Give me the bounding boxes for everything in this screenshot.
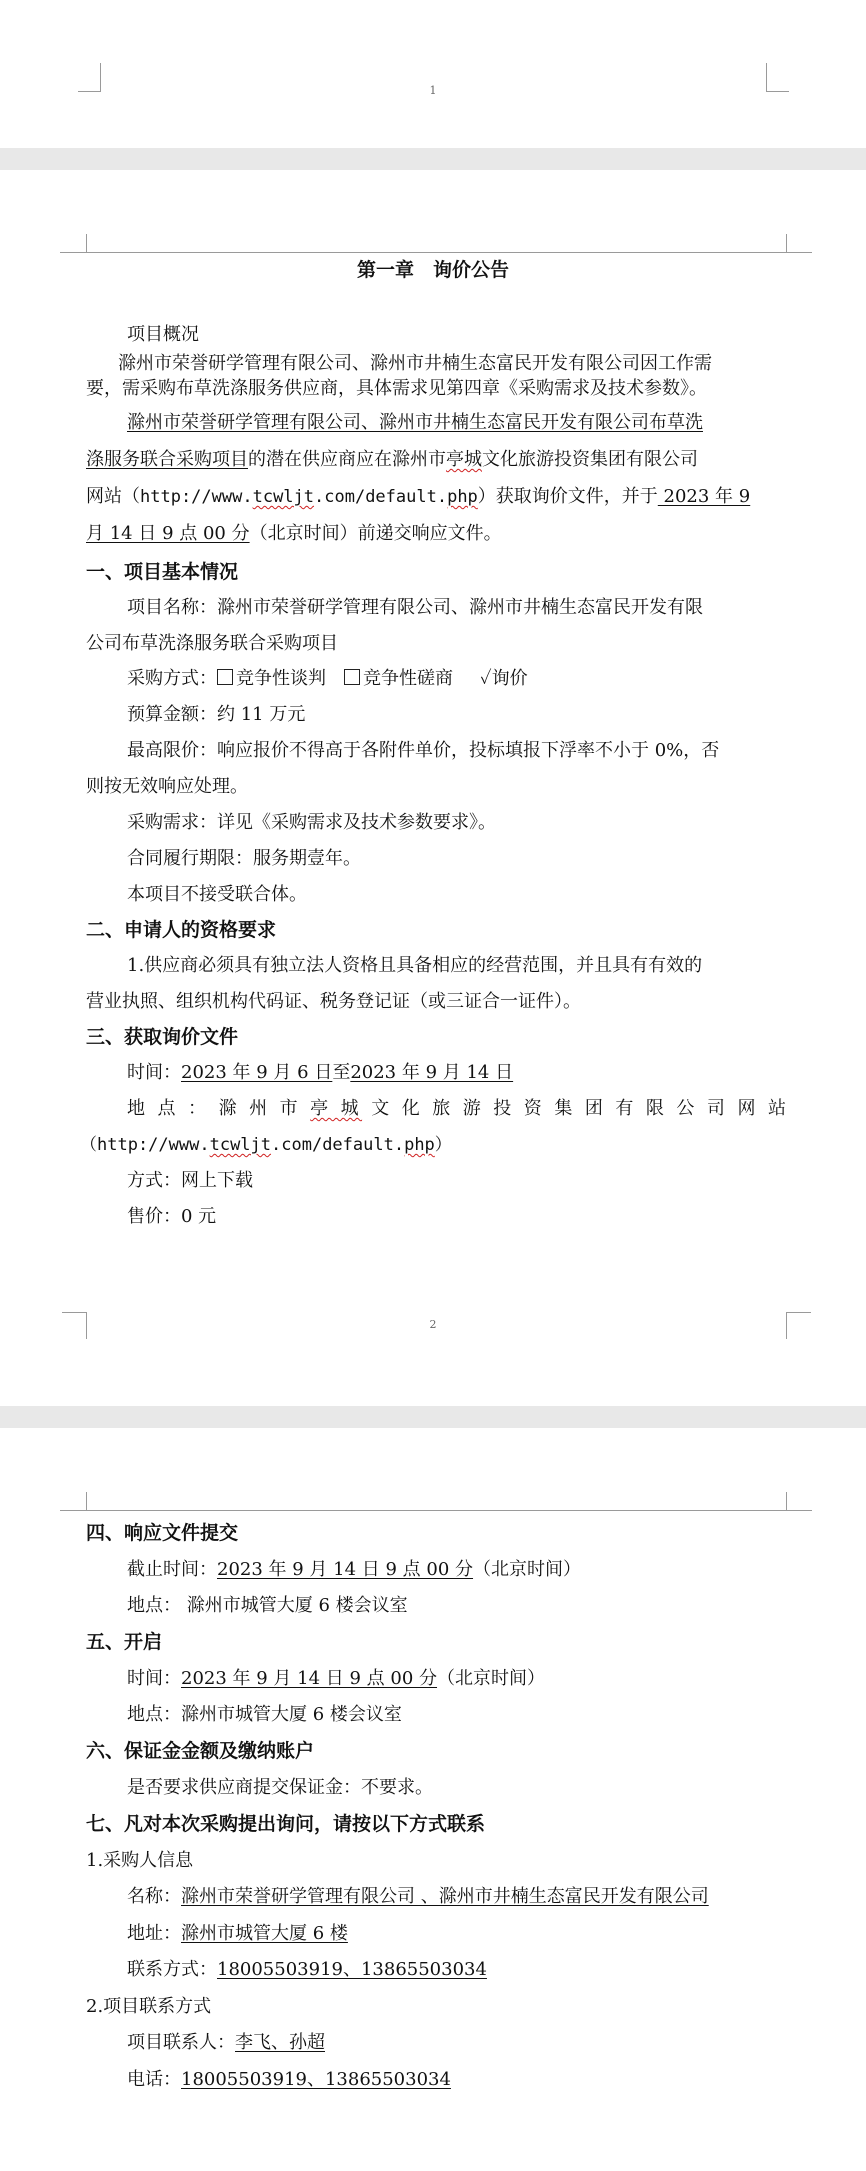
page-1	[0, 0, 866, 148]
project-phone	[127, 2068, 786, 2092]
buyer-contact	[127, 1958, 786, 1982]
buyer-contact-value: 18005503919、13865503034	[217, 1959, 487, 1980]
page-number: 2	[429, 1318, 437, 1331]
open-place: 地点：滁州市城管大厦 6 楼会议室	[127, 1704, 402, 1725]
place-fragment: 文 化 旅 游 投 资 集 团 有 限 公 司 网 站	[371, 1098, 786, 1119]
notice-text	[86, 522, 786, 546]
spellcheck-word: 亭 城	[310, 1098, 363, 1119]
page-2	[0, 170, 866, 1406]
requirement-line: 采购需求：详见《采购需求及技术参数要求》。	[127, 812, 496, 833]
spellcheck-word: 亭城	[446, 449, 482, 470]
project-name-underlined: 涤服务联合采购项目	[86, 449, 248, 470]
url-fragment: （http://www.	[80, 1135, 210, 1155]
deadline-underlined: 2023 年 9	[657, 486, 751, 507]
timezone-note: （北京时间）	[437, 1668, 546, 1689]
procurement-method	[127, 667, 786, 691]
project-name-underlined: 滁州市荣誉研学管理有限公司、滁州市井楠生态富民开发有限公司布草洗	[127, 412, 703, 433]
overview-text: 要，需采购布草洗涤服务供应商，具体需求见第四章《采购需求及技术参数》。	[86, 378, 707, 399]
project-contact-heading: 2.项目联系方式	[86, 1996, 212, 2017]
margin-corner-mark	[86, 234, 87, 252]
margin-corner-mark	[786, 1510, 812, 1511]
date-sep: 至	[332, 1062, 351, 1083]
qualification-line: 1.供应商必须具有独立法人资格且具备相应的经营范围，并且具有有效的	[127, 955, 703, 976]
page-gap	[0, 1406, 866, 1428]
section-heading: 四、响应文件提交	[86, 1522, 239, 1544]
qualification-line: 营业执照、组织机构代码证、税务登记证（或三证合一证件）。	[86, 991, 581, 1012]
url-fragment: http://www.	[140, 487, 253, 507]
budget-line: 预算金额：约 11 万元	[127, 704, 306, 725]
contact-label: 联系方式：	[127, 1959, 217, 1980]
buyer-name	[127, 1885, 786, 1909]
method-label: 采购方式：	[127, 668, 217, 689]
project-name-line: 公司布草洗涤服务联合采购项目	[86, 633, 338, 654]
max-price-line: 最高限价：响应报价不得高于各附件单价，投标填报下浮率不小于 0%，否	[127, 740, 720, 761]
method-option: 竞争性谈判	[236, 668, 326, 689]
max-price-line: 则按无效响应处理。	[86, 776, 248, 797]
url-fragment: .com/default.	[314, 487, 448, 507]
notice-fragment: 文化旅游投资集团有限公司	[482, 449, 698, 470]
url-fragment: .com/default.	[271, 1135, 405, 1155]
section-heading: 三、获取询价文件	[86, 1026, 239, 1048]
deadline-label: 截止时间：	[127, 1559, 217, 1580]
margin-corner-mark	[60, 1510, 86, 1511]
acquire-time	[127, 1061, 786, 1085]
section-heading: 七、凡对本次采购提出询问，请按以下方式联系	[86, 1813, 486, 1835]
notice-text	[86, 485, 786, 509]
date-underlined: 2023 年 9 月 14 日	[350, 1062, 514, 1083]
checkbox-unchecked	[217, 669, 233, 685]
section-heading: 六、保证金金额及缴纳账户	[86, 1740, 315, 1762]
overview-text: 滁州市荣誉研学管理有限公司、滁州市井楠生态富民开发有限公司因工作需	[118, 353, 712, 374]
phone-value: 18005503919、13865503034	[181, 2069, 451, 2090]
person-value: 李飞、孙超	[235, 2032, 325, 2053]
buyer-address	[127, 1922, 786, 1946]
deposit-text: 是否要求供应商提交保证金：不要求。	[127, 1777, 433, 1798]
period-line: 合同履行期限：服务期壹年。	[127, 848, 361, 869]
page-gap	[0, 148, 866, 170]
url-fragment: ）	[434, 1135, 452, 1155]
header-rule	[86, 1510, 786, 1511]
project-name-line: 项目名称：滁州市荣誉研学管理有限公司、滁州市井楠生态富民开发有限	[127, 597, 703, 618]
notice-fragment: ）获取询价文件，并于	[477, 486, 658, 507]
notice-fragment: 的潜在供应商应在滁州市	[248, 449, 446, 470]
buyer-address-value: 滁州市城管大厦 6 楼	[181, 1923, 348, 1944]
acquire-way: 方式：网上下载	[127, 1170, 253, 1191]
notice-text	[127, 411, 786, 435]
spellcheck-word: tcwljt	[209, 1135, 272, 1155]
time-label: 时间：	[127, 1062, 181, 1083]
buyer-info-heading: 1.采购人信息	[86, 1850, 194, 1871]
page-number: 1	[429, 84, 437, 97]
spellcheck-word: tcwljt	[252, 487, 315, 507]
header-rule	[86, 252, 786, 253]
timezone-note: （北京时间）	[473, 1559, 582, 1580]
buyer-name-value: 滁州市荣誉研学管理有限公司 、滁州市井楠生态富民开发有限公司	[181, 1886, 709, 1907]
notice-fragment: 网站（	[86, 486, 140, 507]
overview-heading: 项目概况	[127, 324, 199, 345]
deadline-underlined: 月 14 日 9 点 00 分	[86, 523, 250, 544]
place-fragment: 地 点 ： 滁 州 市	[127, 1098, 302, 1119]
person-label: 项目联系人：	[127, 2032, 235, 2053]
notice-text	[86, 448, 786, 472]
joint-line: 本项目不接受联合体。	[127, 884, 307, 905]
notice-fragment: （北京时间）前递交响应文件。	[249, 523, 502, 544]
acquire-place	[127, 1097, 786, 1121]
checkbox-unchecked	[344, 669, 360, 685]
acquire-place-url	[80, 1133, 780, 1157]
chapter-title: 第一章 询价公告	[356, 259, 509, 281]
submit-deadline	[127, 1558, 786, 1582]
spellcheck-word: php	[447, 487, 478, 507]
phone-label: 电话：	[127, 2069, 181, 2090]
spellcheck-word: php	[404, 1135, 435, 1155]
margin-corner-mark	[786, 1492, 787, 1510]
project-person	[127, 2031, 786, 2055]
checkmark-icon: ✓	[480, 668, 492, 689]
time-label: 时间：	[127, 1668, 181, 1689]
submit-place: 地点： 滁州市城管大厦 6 楼会议室	[127, 1595, 408, 1616]
section-heading: 二、申请人的资格要求	[86, 919, 277, 941]
page-3	[0, 1428, 866, 2171]
margin-corner-mark	[86, 1492, 87, 1510]
section-heading: 一、项目基本情况	[86, 561, 239, 583]
method-option: 询价	[491, 668, 528, 689]
margin-corner-mark	[786, 234, 787, 252]
section-heading: 五、开启	[86, 1631, 163, 1653]
deadline-underlined: 2023 年 9 月 14 日 9 点 00 分	[217, 1559, 474, 1580]
time-underlined: 2023 年 9 月 14 日 9 点 00 分	[181, 1668, 438, 1689]
method-option: 竞争性磋商	[363, 668, 453, 689]
margin-corner-mark	[786, 252, 812, 253]
acquire-price: 售价：0 元	[127, 1206, 217, 1227]
address-label: 地址：	[127, 1923, 181, 1944]
date-underlined: 2023 年 9 月 6 日	[181, 1062, 333, 1083]
margin-corner-mark	[60, 252, 86, 253]
open-time	[127, 1667, 786, 1691]
name-label: 名称：	[127, 1886, 181, 1907]
